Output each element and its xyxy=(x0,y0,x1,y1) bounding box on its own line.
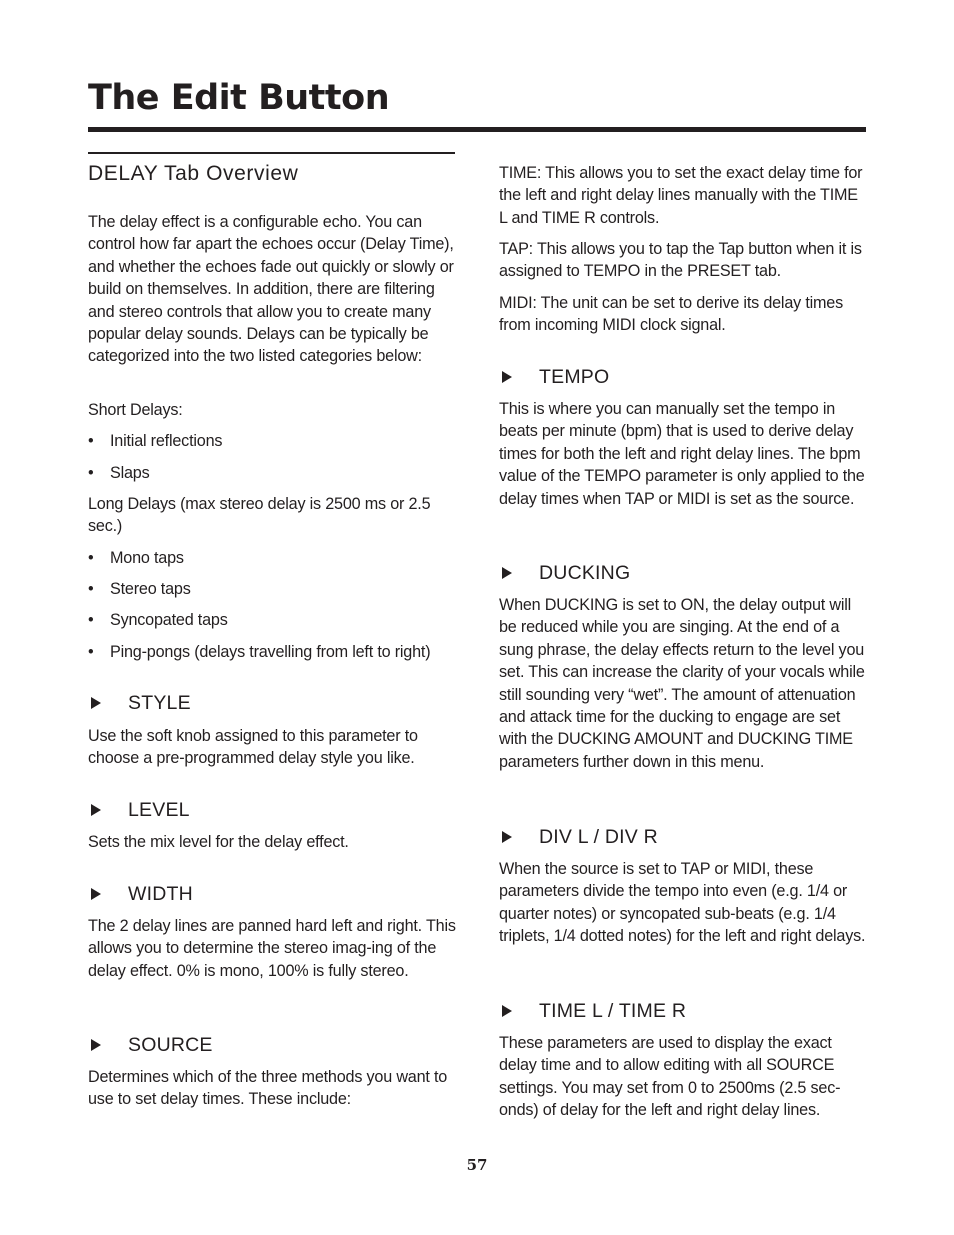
list-item xyxy=(88,641,456,663)
list-item xyxy=(88,578,456,600)
triangle-right-icon xyxy=(502,831,512,843)
list-item-text: Ping-pongs (delays travelling from left to right) xyxy=(110,643,431,661)
triangle-right-icon xyxy=(91,1039,101,1051)
list-item-text: Initial reflections xyxy=(110,432,223,450)
level-body: Sets the mix level for the delay effect. xyxy=(88,833,349,851)
page-number: 57 xyxy=(466,1156,488,1174)
list-item-text: Stereo taps xyxy=(110,580,191,598)
bullet-icon: • xyxy=(88,580,94,598)
list-item xyxy=(88,547,456,569)
source-heading-label: SOURCE xyxy=(128,1034,213,1056)
triangle-right-icon xyxy=(502,371,512,383)
div-heading-label: DIV L / DIV R xyxy=(539,826,658,848)
time-paragraph: TIME: This allows you to set the exact delay time for the left and right delay lines manually with the TIME L and TIME R controls. xyxy=(499,164,863,227)
style-heading-label: STYLE xyxy=(128,692,191,714)
timelr-body: These parameters are used to display the exact delay time and to allow editing with all SOURCE settings. You may set from 0 to 2500ms (2.5 sec-onds) of delay for the left and right delay lines. xyxy=(499,1034,841,1120)
bullet-icon: • xyxy=(88,464,94,482)
list-item xyxy=(88,430,456,452)
width-body: The 2 delay lines are panned hard left and right. This allows you to determine the stereo imag-ing of the delay effect. 0% is mono, 100% is fully stereo. xyxy=(88,917,456,980)
triangle-right-icon xyxy=(91,888,101,900)
style-body: Use the soft knob assigned to this parameter to choose a pre-programmed delay style you like. xyxy=(88,727,418,768)
title-rule xyxy=(88,127,866,132)
ducking-heading-label: DUCKING xyxy=(539,562,631,584)
long-delays-label: Long Delays (max stereo delay is 2500 ms or 2.5 sec.) xyxy=(88,495,431,536)
triangle-right-icon xyxy=(502,1005,512,1017)
level-heading-label: LEVEL xyxy=(128,799,190,821)
tempo-body: This is where you can manually set the tempo in beats per minute (bpm) that is used to derive delay times for both the left and right delay lines. The bpm value of the TEMPO parameter is only applied to the delay times when TAP or MIDI is set as the source. xyxy=(499,400,865,508)
style-heading xyxy=(88,691,191,715)
triangle-right-icon xyxy=(91,697,101,709)
source-heading xyxy=(88,1033,213,1057)
triangle-right-icon xyxy=(502,567,512,579)
tempo-heading-label: TEMPO xyxy=(539,366,610,388)
ducking-heading xyxy=(499,561,630,585)
bullet-icon: • xyxy=(88,549,94,567)
source-body: Determines which of the three methods you want to use to set delay times. These include: xyxy=(88,1068,448,1109)
bullet-icon: • xyxy=(88,432,94,450)
timelr-heading-label: TIME L / TIME R xyxy=(539,1000,687,1022)
list-item-text: Mono taps xyxy=(110,549,184,567)
triangle-right-icon xyxy=(91,804,101,816)
tap-paragraph: TAP: This allows you to tap the Tap button when it is assigned to TEMPO in the PRESET tab. xyxy=(499,240,862,281)
section-rule xyxy=(88,152,455,154)
timelr-heading xyxy=(499,999,686,1023)
list-item xyxy=(88,609,456,631)
tempo-heading xyxy=(499,365,609,389)
list-item-text: Slaps xyxy=(110,464,150,482)
list-item-text: Syncopated taps xyxy=(110,611,228,629)
div-body: When the source is set to TAP or MIDI, these parameters divide the tempo into even (e.g. 1/4 or quarter notes) or syncopated sub-beats (e.g. 1/4 triplets, 1/4 dotted notes) for the left and right delays. xyxy=(499,860,866,946)
short-delays-label: Short Delays: xyxy=(88,401,183,419)
level-heading xyxy=(88,798,190,822)
page-title: The Edit Button xyxy=(88,78,390,118)
list-item xyxy=(88,462,456,484)
intro-paragraph: The delay effect is a configurable echo. You can control how far apart the echoes occur (Delay Time), and whether the echoes fade out quickly or slowly or build on themselves. In addition, there are filtering and stereo controls that allow you to create many popular delay sounds. Delays can be typically be categorized into the two listed categories below: xyxy=(88,213,454,366)
width-heading-label: WIDTH xyxy=(128,883,193,905)
ducking-body: When DUCKING is set to ON, the delay output will be reduced while you are singing. At the end of a sung phrase, the delay effects return to the level you set. This can increase the clarity of your vocals while still sounding very “wet”. The amount of attenuation and attack time for the ducking to engage are set with the DUCKING AMOUNT and DUCKING TIME parameters further down in this menu. xyxy=(499,596,865,771)
midi-paragraph: MIDI: The unit can be set to derive its delay times from incoming MIDI clock signal. xyxy=(499,294,843,335)
bullet-icon: • xyxy=(88,611,94,629)
bullet-icon: • xyxy=(88,643,94,661)
div-heading xyxy=(499,825,658,849)
section-title: DELAY Tab Overview xyxy=(88,162,299,185)
width-heading xyxy=(88,882,193,906)
